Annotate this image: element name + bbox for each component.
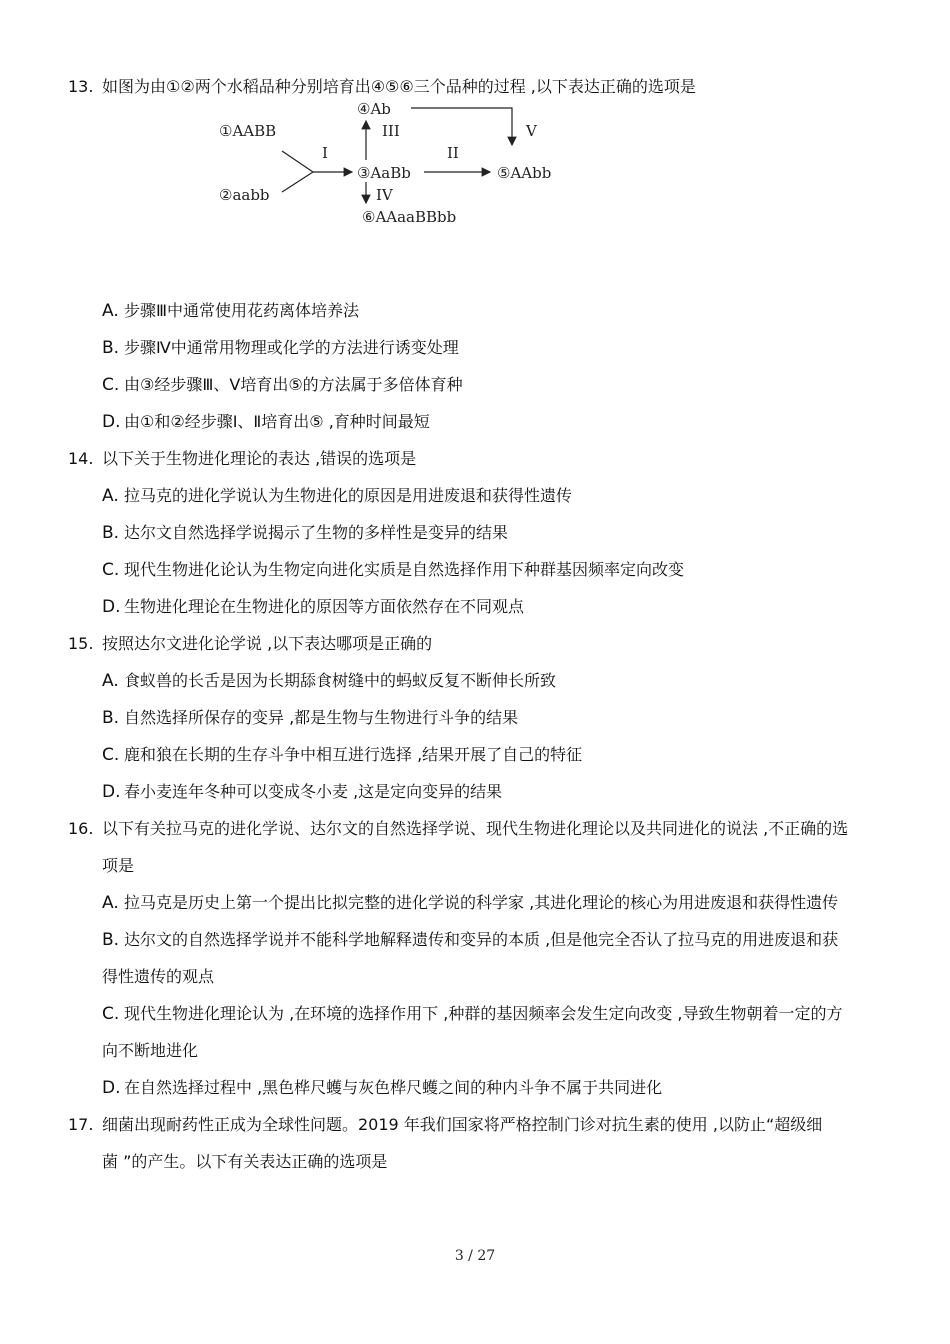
option-label: A. [102,893,119,913]
q13-option-a [102,298,359,321]
option-text: 拉马克的进化学说认为生物进化的原因是用进废退和获得性遗传 [124,486,573,505]
option-label: A. [102,671,119,691]
option-label: C. [102,560,120,580]
option-text: 由③经步骤Ⅲ、Ⅴ培育出⑤的方法属于多倍体育种 [124,375,463,394]
q16-option-c [102,1001,843,1024]
q14-option-c [102,557,684,580]
option-text: 拉马克是历史上第一个提出比拟完整的进化学说的科学家 ,其进化理论的核心为用进废退和获得性遗传 [124,893,839,912]
option-label: B. [102,338,120,358]
option-text: 步骤Ⅲ中通常使用花药离体培养法 [124,301,360,320]
option-label: D. [102,782,121,802]
option-text: 现代生物进化理论认为 ,在环境的选择作用下 ,种群的基因频率会发生定向改变 ,导致生物朝着一定的方 [124,1004,843,1023]
branch-line-2 [282,172,313,192]
q16-option-c-continued: 向不断地进化 [102,1041,199,1060]
q15-option-c [102,742,582,765]
q13-option-c [102,372,463,395]
step-label-iii: III [382,122,400,140]
q16-option-a [102,890,838,913]
option-label: A. [102,486,119,506]
option-text: 自然选择所保存的变异 ,都是生物与生物进行斗争的结果 [124,708,519,727]
q16-option-b-continued: 得性遗传的观点 [102,967,215,986]
question-text: 以下关于生物进化理论的表达 ,错误的选项是 [102,449,417,468]
node-5: ⑤AAbb [497,164,552,182]
option-label: D. [102,1078,121,1098]
option-label: C. [102,745,120,765]
question-number: 17. [68,1115,94,1134]
breeding-diagram [0,0,950,260]
q16-option-d [102,1075,662,1098]
option-text: 春小麦连年冬种可以变成冬小麦 ,这是定向变异的结果 [124,782,503,801]
q16-stem [68,816,848,839]
question-number: 15. [68,634,94,653]
option-label: D. [102,412,121,432]
q14-option-d [102,594,524,617]
q13-option-d [102,409,430,432]
question-text: 如图为由①②两个水稻品种分别培育出④⑤⑥三个品种的过程 ,以下表达正确的选项是 [102,77,696,96]
question-number: 16. [68,819,94,838]
node-2: ②aabb [219,186,270,204]
question-number: 13. [68,77,94,96]
option-text: 由①和②经步骤Ⅰ、Ⅱ培育出⑤ ,育种时间最短 [124,412,430,431]
option-text: 食蚁兽的长舌是因为长期舔食树缝中的蚂蚁反复不断伸长所致 [124,671,557,690]
option-text: 达尔文的自然选择学说并不能科学地解释遗传和变异的本质 ,但是他完全否认了拉马克的用进废退和获 [124,930,839,949]
q16-stem-continued: 项是 [102,856,135,875]
q13-option-b [102,335,459,358]
q14-option-b [102,520,508,543]
option-label: B. [102,930,120,950]
q15-option-d [102,779,502,802]
option-text: 鹿和狼在长期的生存斗争中相互进行选择 ,结果开展了自己的特征 [124,745,583,764]
option-text: 达尔文自然选择学说揭示了生物的多样性是变异的结果 [124,523,509,542]
option-label: D. [102,597,121,617]
option-label: B. [102,708,120,728]
step-label-v: V [526,122,537,140]
option-label: C. [102,1004,120,1024]
branch-line-1 [282,151,313,172]
option-text: 步骤Ⅳ中通常用物理或化学的方法进行诱变处理 [124,338,459,357]
q15-option-b [102,705,518,728]
question-text: 按照达尔文进化论学说 ,以下表达哪项是正确的 [102,634,433,653]
q16-option-b [102,927,838,950]
question-text: 以下有关拉马克的进化学说、达尔文的自然选择学说、现代生物进化理论以及共同进化的说法 ,不正确的选 [102,819,849,838]
q17-stem [68,1112,822,1135]
q14-stem [68,446,416,469]
option-label: C. [102,375,120,395]
step-label-iv: IV [376,186,393,204]
option-label: A. [102,301,119,321]
node-4: ④Ab [357,100,391,118]
step-label-ii: II [447,144,459,162]
q14-option-a [102,483,572,506]
q17-stem-continued: 菌 ”的产生。以下有关表达正确的选项是 [102,1152,388,1171]
option-label: B. [102,523,120,543]
option-text: 现代生物进化论认为生物定向进化实质是自然选择作用下种群基因频率定向改变 [124,560,685,579]
option-text: 在自然选择过程中 ,黑色桦尺蠖与灰色桦尺蠖之间的种内斗争不属于共同进化 [124,1078,663,1097]
question-text: 细菌出现耐药性正成为全球性问题。2019 年我们国家将严格控制门诊对抗生素的使用 ,以防止“超级细 [102,1115,823,1134]
q15-stem [68,631,432,654]
option-text: 生物进化理论在生物进化的原因等方面依然存在不同观点 [124,597,525,616]
page-number: 3 / 27 [454,1248,496,1264]
node-3: ③AaBb [357,164,411,182]
q15-option-a [102,668,556,691]
question-number: 14. [68,449,94,468]
step-label-i: I [322,144,328,162]
node-1: ①AABB [219,122,277,140]
node-6: ⑥AAaaBBbb [362,208,457,226]
step-v-arrow [411,108,512,145]
